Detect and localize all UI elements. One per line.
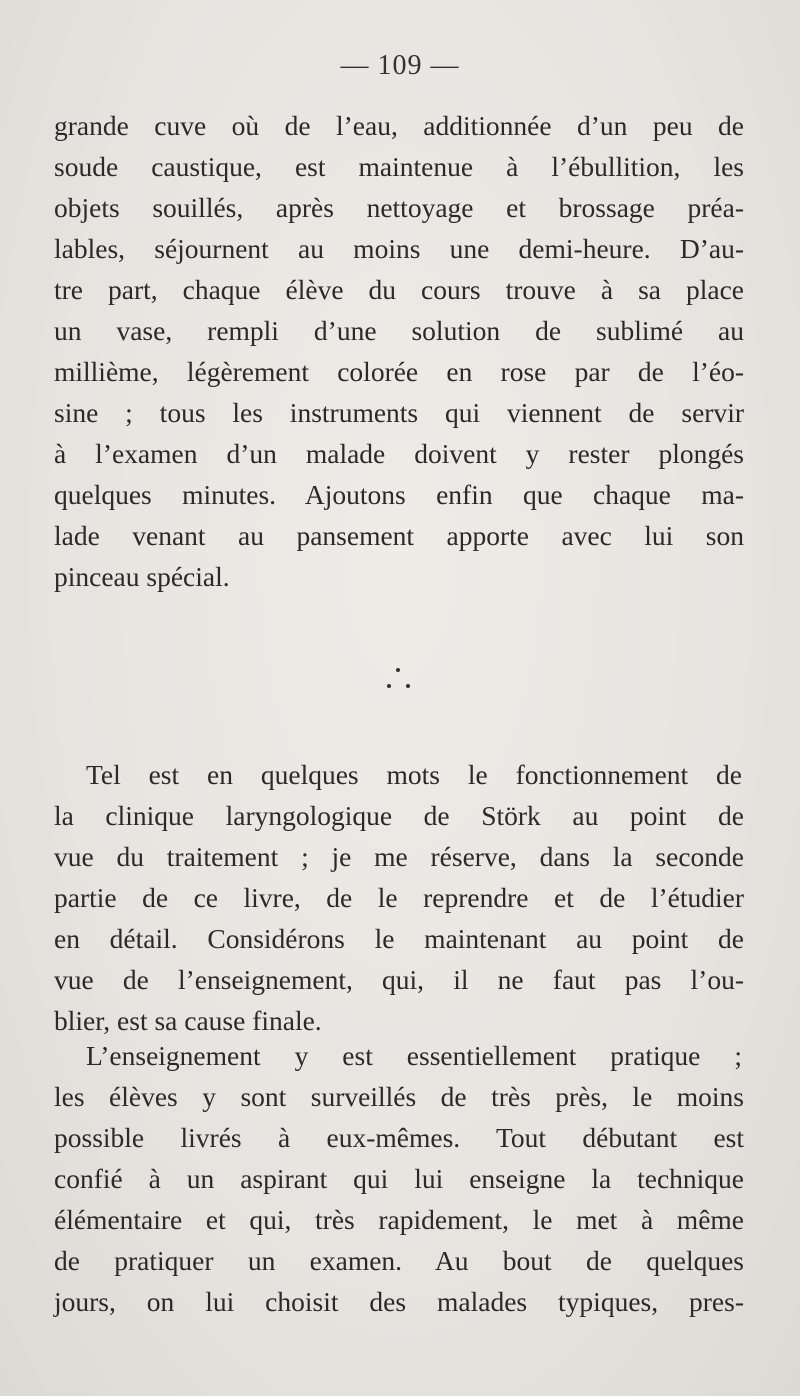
text-line: jours, on lui choisit des malades typiques, pres- — [54, 1286, 744, 1317]
text-line: lables, séjournent au moins une demi-heure. D’au- — [54, 233, 744, 264]
text-line: les élèves y sont surveillés de très près, le moins — [54, 1081, 744, 1112]
asterism-separator — [368, 662, 428, 702]
text-line: tre part, chaque élève du cours trouve à sa place — [54, 274, 744, 305]
text-line: partie de ce livre, de le reprendre et de l’étudier — [54, 882, 744, 913]
text-line: vue du traitement ; je me réserve, dans la seconde — [54, 841, 744, 872]
text-line: objets souillés, après nettoyage et brossage préa- — [54, 192, 744, 223]
text-line: sine ; tous les instruments qui viennent de servir — [54, 397, 744, 428]
text-line: lade venant au pansement apporte avec lui son — [54, 520, 744, 551]
text-line: confié à un aspirant qui lui enseigne la technique — [54, 1163, 744, 1194]
text-line: à l’examen d’un malade doivent y rester plongés — [54, 438, 744, 469]
page-number: — 109 — — [340, 50, 460, 81]
text-line: vue de l’enseignement, qui, il ne faut pas l’ou- — [54, 964, 744, 995]
text-line: quelques minutes. Ajoutons enfin que chaque ma- — [54, 479, 744, 510]
text-line: possible livrés à eux-mêmes. Tout débutant est — [54, 1122, 744, 1153]
text-line: Tel est en quelques mots le fonctionnement de — [86, 759, 742, 790]
text-line: L’enseignement y est essentiellement pratique ; — [86, 1040, 742, 1071]
text-line: grande cuve où de l’eau, additionnée d’un peu de — [54, 110, 744, 141]
text-line: de pratiquer un examen. Au bout de quelques — [54, 1245, 744, 1276]
text-line: pinceau spécial. — [54, 561, 230, 592]
text-line: soude caustique, est maintenue à l’ébullition, les — [54, 151, 744, 182]
text-line: la clinique laryngologique de Störk au point de — [54, 800, 744, 831]
text-line: blier, est sa cause finale. — [54, 1005, 322, 1036]
text-line: en détail. Considérons le maintenant au point de — [54, 923, 744, 954]
text-line: élémentaire et qui, très rapidement, le met à même — [54, 1204, 744, 1235]
text-line: un vase, rempli d’une solution de sublimé au — [54, 315, 744, 346]
text-line: millième, légèrement colorée en rose par de l’éo- — [54, 356, 744, 387]
